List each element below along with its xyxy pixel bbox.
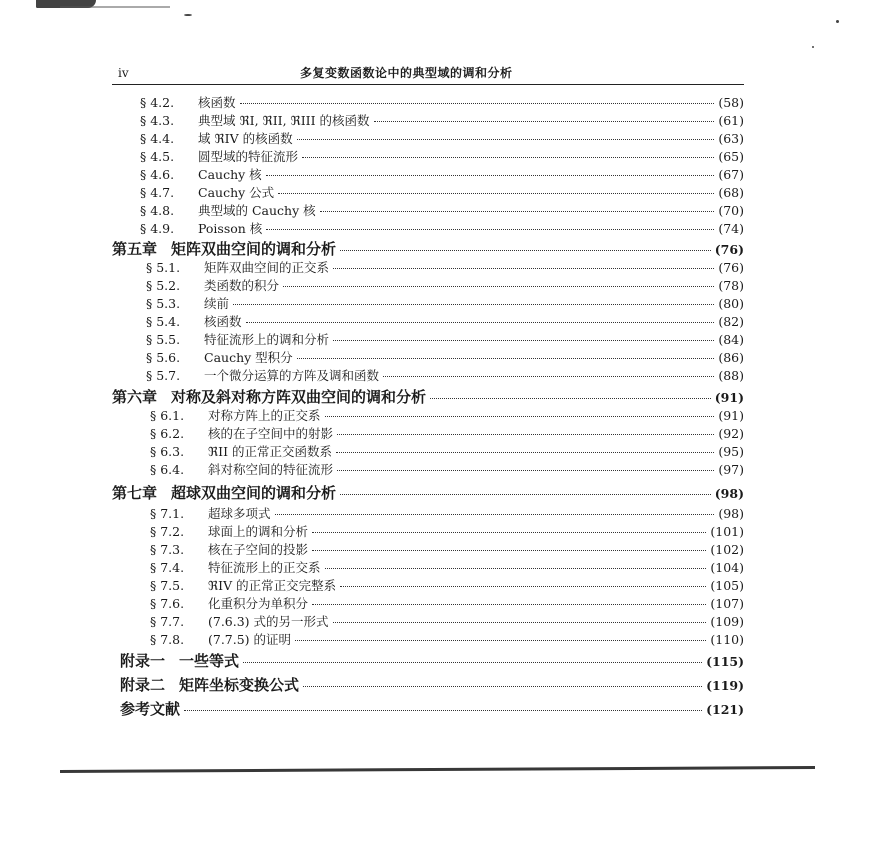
toc-entry-number: § 7.8. (150, 632, 185, 647)
toc-chapter-entry (120, 700, 744, 719)
dot-leader (336, 452, 714, 453)
toc-entry-title: 一些等式 (179, 652, 240, 670)
toc-entry-title: 类函数的积分 (204, 278, 280, 293)
dot-leader (325, 416, 715, 417)
toc-entry-title: (7.6.3) 式的另一形式 (208, 614, 329, 629)
toc-section-entry (140, 167, 744, 183)
dot-leader (283, 286, 714, 287)
toc-entry-page-number: (101) (710, 524, 744, 539)
toc-entry-page-number: (76) (718, 260, 744, 275)
toc-section-entry (150, 444, 744, 460)
toc-entry-title: ℜIV 的正常正交完整系 (208, 578, 337, 593)
toc-entry-title: 核函数 (204, 314, 242, 329)
dot-leader (340, 586, 706, 587)
toc-entry-number: § 6.1. (150, 408, 185, 423)
toc-section-entry (140, 95, 744, 111)
toc-entry-title: 化重积分为单积分 (208, 596, 309, 611)
toc-entry-page-number: (76) (714, 242, 744, 257)
toc-entry-page-number: (121) (706, 702, 744, 717)
toc-entry-title: Cauchy 公式 (198, 185, 275, 200)
toc-section-entry (146, 332, 744, 348)
dot-leader (278, 193, 714, 194)
toc-entry-page-number: (58) (718, 95, 744, 110)
toc-entry-page-number: (110) (710, 632, 744, 647)
toc-entry-number: § 6.2. (150, 426, 185, 441)
toc-entry-number: § 5.4. (146, 314, 181, 329)
toc-entry-number: § 5.3. (146, 296, 181, 311)
toc-entry-number: 第七章 (112, 484, 158, 502)
toc-entry-page-number: (91) (714, 390, 744, 405)
toc-entry-number: 第五章 (112, 240, 158, 258)
toc-entry-title: Cauchy 型积分 (204, 350, 293, 365)
toc-entry-number: § 7.4. (150, 560, 185, 575)
toc-entry-page-number: (97) (718, 462, 744, 477)
toc-entry-number: § 4.2. (140, 95, 175, 110)
toc-entry-page-number: (78) (718, 278, 744, 293)
bottom-rule (60, 766, 815, 773)
toc-section-entry (150, 524, 744, 540)
toc-entry-number: § 4.7. (140, 185, 175, 200)
dot-leader (297, 358, 715, 359)
dot-leader (312, 532, 706, 533)
toc-entry-number: § 6.3. (150, 444, 185, 459)
running-head-title: 多复变数函数论中的典型域的调和分析 (300, 66, 513, 80)
dot-leader (333, 268, 714, 269)
toc-entry-page-number: (98) (714, 486, 744, 501)
toc-section-entry (146, 350, 744, 366)
toc-entry-number: § 6.4. (150, 462, 185, 477)
toc-section-entry (150, 462, 744, 478)
toc-entry-title: 续前 (204, 296, 230, 311)
toc-entry-title: 对称方阵上的正交系 (208, 408, 321, 423)
toc-section-entry (146, 314, 744, 330)
scan-speck (184, 14, 192, 16)
toc-entry-title: 矩阵坐标变换公式 (179, 676, 300, 694)
toc-entry-title: 超球多项式 (208, 506, 271, 521)
toc-chapter-entry (112, 388, 744, 407)
toc-entry-number: 第六章 (112, 388, 158, 406)
dot-leader (295, 640, 706, 641)
toc-entry-number: 附录二 (120, 676, 166, 694)
toc-section-entry (150, 426, 744, 442)
toc-section-entry (150, 408, 744, 424)
dot-leader (340, 250, 711, 251)
toc-section-entry (150, 614, 744, 630)
toc-entry-page-number: (92) (718, 426, 744, 441)
toc-entry-page-number: (115) (706, 654, 744, 669)
toc-chapter-entry (120, 676, 744, 695)
dot-leader (312, 604, 706, 605)
toc-section-entry (140, 203, 744, 219)
toc-entry-number: § 5.2. (146, 278, 181, 293)
toc-entry-number: § 4.5. (140, 149, 175, 164)
dot-leader (184, 710, 702, 711)
toc-section-entry (140, 131, 744, 147)
toc-chapter-entry (112, 484, 744, 503)
toc-entry-page-number: (68) (718, 185, 744, 200)
toc-entry-title: 特征流形上的调和分析 (204, 332, 330, 347)
dot-leader (243, 662, 702, 663)
page-folio: iv (118, 66, 129, 80)
toc-entry-number: § 5.1. (146, 260, 181, 275)
dot-leader (333, 622, 707, 623)
toc-entry-page-number: (74) (718, 221, 744, 236)
toc-entry-page-number: (80) (718, 296, 744, 311)
toc-entry-number: § 4.9. (140, 221, 175, 236)
toc-entry-page-number: (63) (718, 131, 744, 146)
toc-entry-title: 核函数 (198, 95, 236, 110)
toc-entry-page-number: (86) (718, 350, 744, 365)
toc-section-entry (146, 278, 744, 294)
toc-entry-title: 域 ℜIV 的核函数 (198, 131, 293, 146)
toc-entry-page-number: (65) (718, 149, 744, 164)
toc-entry-title: 核在子空间的投影 (208, 542, 309, 557)
toc-entry-page-number: (104) (710, 560, 744, 575)
scan-artifact (60, 6, 170, 8)
dot-leader (325, 568, 707, 569)
toc-entry-number: § 7.3. (150, 542, 185, 557)
dot-leader (302, 157, 714, 158)
toc-entry-page-number: (109) (710, 614, 744, 629)
toc-entry-page-number: (105) (710, 578, 744, 593)
toc-section-entry (140, 185, 744, 201)
toc-entry-number: § 7.7. (150, 614, 185, 629)
toc-entry-number: § 5.6. (146, 350, 181, 365)
toc-entry-title: 矩阵双曲空间的正交系 (204, 260, 330, 275)
toc-entry-title: Poisson 核 (198, 221, 263, 236)
dot-leader (320, 211, 715, 212)
toc-section-entry (140, 221, 744, 237)
toc-entry-title: 核的在子空间中的射影 (208, 426, 334, 441)
dot-leader (240, 103, 715, 104)
toc-entry-title: 特征流形上的正交系 (208, 560, 321, 575)
toc-entry-page-number: (98) (718, 506, 744, 521)
toc-section-entry (146, 368, 744, 384)
toc-entry-number: § 5.7. (146, 368, 181, 383)
header-rule (112, 84, 744, 85)
dot-leader (297, 139, 715, 140)
dot-leader (275, 514, 715, 515)
dot-leader (337, 470, 714, 471)
toc-entry-page-number: (61) (718, 113, 744, 128)
dot-leader (233, 304, 714, 305)
toc-entry-number: § 7.2. (150, 524, 185, 539)
dot-leader (303, 686, 702, 687)
toc-section-entry (150, 542, 744, 558)
toc-entry-page-number: (119) (706, 678, 744, 693)
toc-chapter-entry (112, 240, 744, 259)
toc-section-entry (140, 113, 744, 129)
toc-entry-number: § 4.6. (140, 167, 175, 182)
toc-entry-page-number: (82) (718, 314, 744, 329)
toc-entry-number: 附录一 (120, 652, 166, 670)
dot-leader (266, 229, 714, 230)
toc-section-entry (146, 260, 744, 276)
dot-leader (337, 434, 714, 435)
toc-entry-page-number: (91) (718, 408, 744, 423)
toc-entry-title: 典型域 ℜI, ℜII, ℜIII 的核函数 (198, 113, 370, 128)
scan-speck (812, 46, 814, 48)
toc-entry-title: 参考文献 (120, 700, 181, 718)
toc-entry-number: § 7.1. (150, 506, 185, 521)
dot-leader (333, 340, 714, 341)
toc-entry-title: 对称及斜对称方阵双曲空间的调和分析 (171, 388, 427, 406)
toc-entry-page-number: (70) (718, 203, 744, 218)
toc-entry-title: 圆型域的特征流形 (198, 149, 299, 164)
toc-entry-number: § 7.6. (150, 596, 185, 611)
dot-leader (312, 550, 706, 551)
toc-entry-title: Cauchy 核 (198, 167, 262, 182)
toc-entry-page-number: (95) (718, 444, 744, 459)
toc-section-entry (150, 560, 744, 576)
toc-entry-page-number: (102) (710, 542, 744, 557)
toc-entry-page-number: (67) (718, 167, 744, 182)
toc-entry-title: ℜII 的正常正交函数系 (208, 444, 333, 459)
scan-speck (836, 20, 839, 23)
dot-leader (340, 494, 711, 495)
toc-section-entry (150, 596, 744, 612)
dot-leader (374, 121, 715, 122)
toc-entry-page-number: (107) (710, 596, 744, 611)
toc-chapter-entry (120, 652, 744, 671)
toc-section-entry (140, 149, 744, 165)
toc-section-entry (146, 296, 744, 312)
toc-entry-title: 斜对称空间的特征流形 (208, 462, 334, 477)
toc-section-entry (150, 632, 744, 648)
toc-entry-title: 典型域的 Cauchy 核 (198, 203, 316, 218)
dot-leader (266, 175, 715, 176)
toc-entry-title: 球面上的调和分析 (208, 524, 309, 539)
toc-entry-page-number: (84) (718, 332, 744, 347)
toc-entry-number: § 7.5. (150, 578, 185, 593)
toc-entry-number: § 5.5. (146, 332, 181, 347)
dot-leader (383, 376, 714, 377)
toc-entry-number: § 4.4. (140, 131, 175, 146)
dot-leader (246, 322, 715, 323)
toc-section-entry (150, 578, 744, 594)
toc-entry-title: 矩阵双曲空间的调和分析 (171, 240, 337, 258)
toc-entry-number: § 4.3. (140, 113, 175, 128)
toc-entry-title: (7.7.5) 的证明 (208, 632, 292, 647)
dot-leader (430, 398, 711, 399)
toc-entry-number: § 4.8. (140, 203, 175, 218)
toc-entry-page-number: (88) (718, 368, 744, 383)
toc-entry-title: 超球双曲空间的调和分析 (171, 484, 337, 502)
toc-section-entry (150, 506, 744, 522)
toc-entry-title: 一个微分运算的方阵及调和函数 (204, 368, 380, 383)
